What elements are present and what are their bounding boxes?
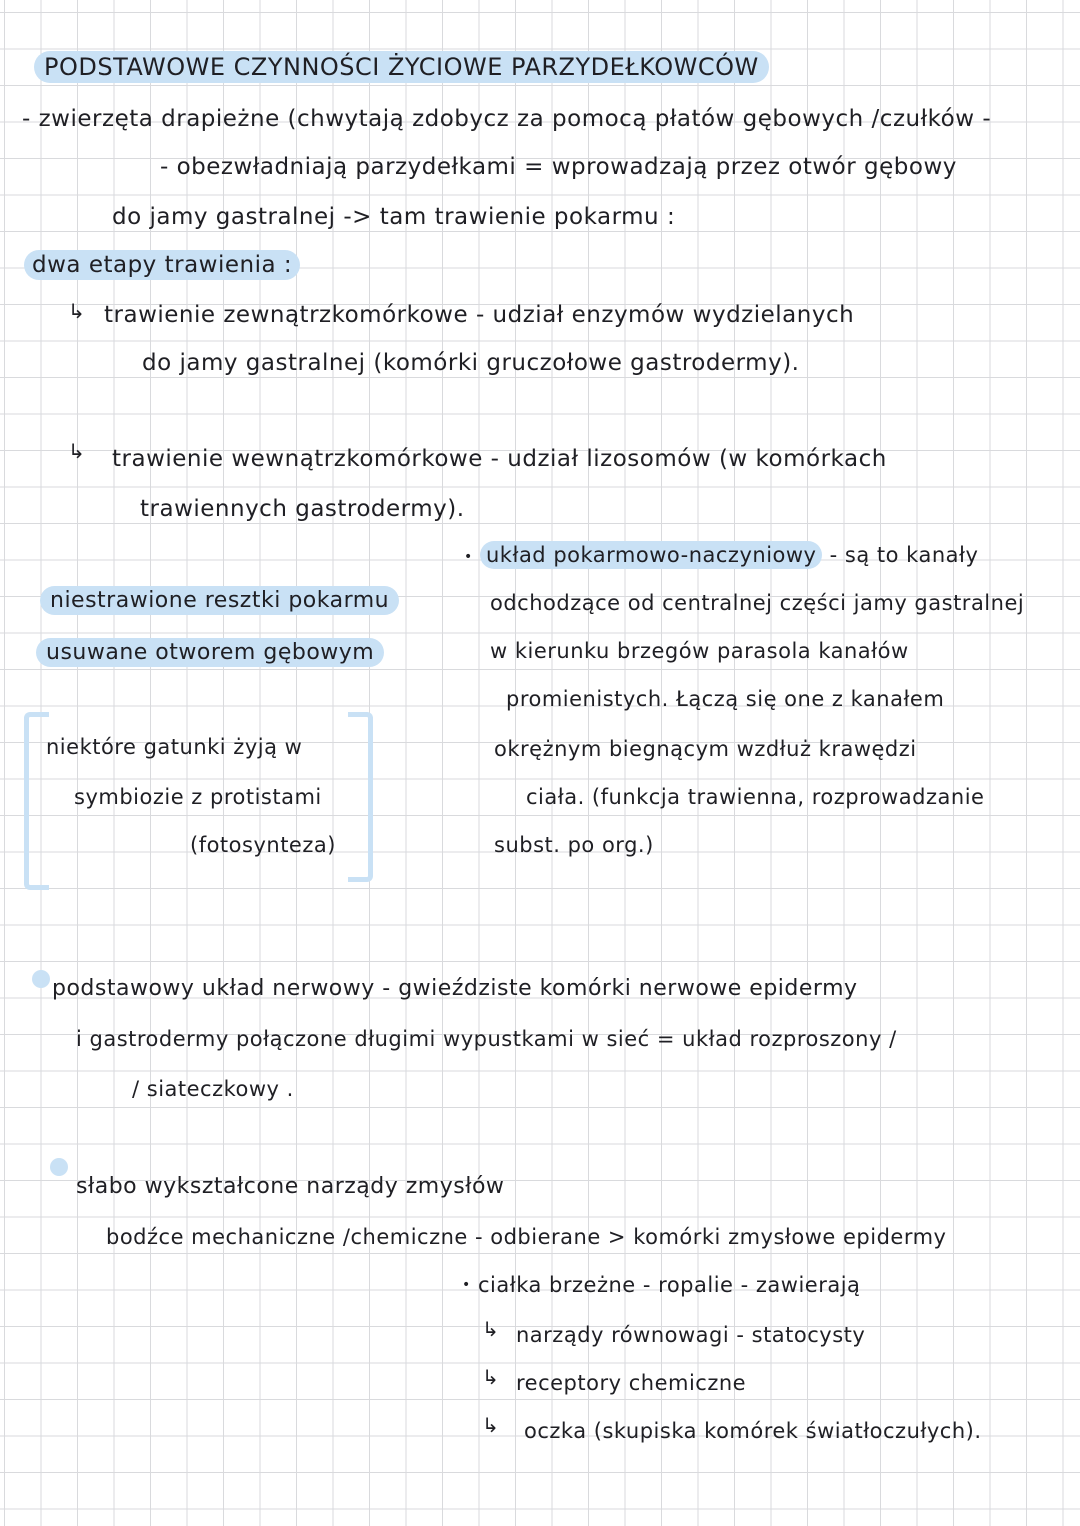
intro-line-1: - zwierzęta drapieżne (chwytają zdobycz za pomocą płatów gębowych /czułków -	[22, 106, 992, 132]
digestion-heading: dwa etapy trawienia :	[24, 250, 300, 280]
bullet-icon	[32, 970, 50, 988]
digestion-stage2-line1: trawienie wewnątrzkomórkowe - udział lizosomów (w komórkach	[112, 446, 887, 472]
symbiosis-line-1: niektóre gatunki żyją w	[46, 735, 303, 759]
symbiosis-line-2: symbiozie z protistami	[74, 785, 322, 809]
gastrovascular-line-3: w kierunku brzegów parasola kanałów	[490, 639, 909, 663]
arrow-right-icon: ↳	[68, 439, 85, 463]
nervous-line-2: i gastrodermy połączone długimi wypustkami w sieć = układ rozproszony /	[76, 1027, 897, 1051]
nervous-line-3: / siateczkowy .	[132, 1077, 294, 1101]
residue-line-1: niestrawione resztki pokarmu	[40, 586, 399, 616]
bracket-right	[348, 712, 373, 882]
senses-line-3: ciałka brzeżne - ropalie - zawierają	[478, 1273, 861, 1297]
intro-line-3: do jamy gastralnej -> tam trawienie pokarmu :	[112, 204, 676, 230]
digestion-stage1-line2: do jamy gastralnej (komórki gruczołowe gastrodermy).	[142, 350, 800, 376]
bullet-icon: •	[464, 549, 473, 565]
gastrovascular-line-7: subst. po org.)	[494, 833, 654, 857]
intro-line-2: - obezwładniają parzydełkami = wprowadzają przez otwór gębowy	[160, 154, 957, 180]
gastrovascular-line-4: promienistych. Łączą się one z kanałem	[506, 687, 945, 711]
gastrovascular-line-2: odchodzące od centralnej części jamy gastralnej	[490, 591, 1025, 615]
bullet-icon	[50, 1158, 68, 1176]
gastrovascular-line-1: układ pokarmowo-naczyniowy - są to kanały	[480, 540, 978, 570]
gastrovascular-line-6: ciała. (funkcja trawienna, rozprowadzanie	[526, 785, 985, 809]
digestion-stage2-line2: trawiennych gastrodermy).	[140, 496, 465, 522]
senses-line-1: słabo wykształcone narządy zmysłów	[76, 1174, 505, 1199]
senses-item-2: receptory chemiczne	[516, 1371, 747, 1395]
gastrovascular-line-5: okrężnym biegnącym wzdłuż krawędzi	[494, 737, 917, 761]
arrow-right-icon: ↳	[482, 1365, 499, 1389]
symbiosis-line-3: (fotosynteza)	[190, 833, 336, 857]
bullet-icon: •	[462, 1277, 471, 1293]
page-title: PODSTAWOWE CZYNNOŚCI ŻYCIOWE PARZYDEŁKOWCÓW	[34, 52, 769, 82]
nervous-line-1: podstawowy układ nerwowy - gwieździste komórki nerwowe epidermy	[52, 976, 858, 1001]
senses-item-3: oczka (skupiska komórek światłoczułych).	[524, 1419, 982, 1443]
arrow-right-icon: ↳	[482, 1413, 499, 1437]
arrow-right-icon: ↳	[68, 299, 85, 323]
digestion-stage1-line1: trawienie zewnątrzkomórkowe - udział enzymów wydzielanych	[104, 302, 855, 328]
arrow-right-icon: ↳	[482, 1317, 499, 1341]
residue-line-2: usuwane otworem gębowym	[36, 638, 384, 668]
senses-item-1: narządy równowagi - statocysty	[516, 1323, 866, 1347]
senses-line-2: bodźce mechaniczne /chemiczne - odbierane > komórki zmysłowe epidermy	[106, 1225, 947, 1249]
